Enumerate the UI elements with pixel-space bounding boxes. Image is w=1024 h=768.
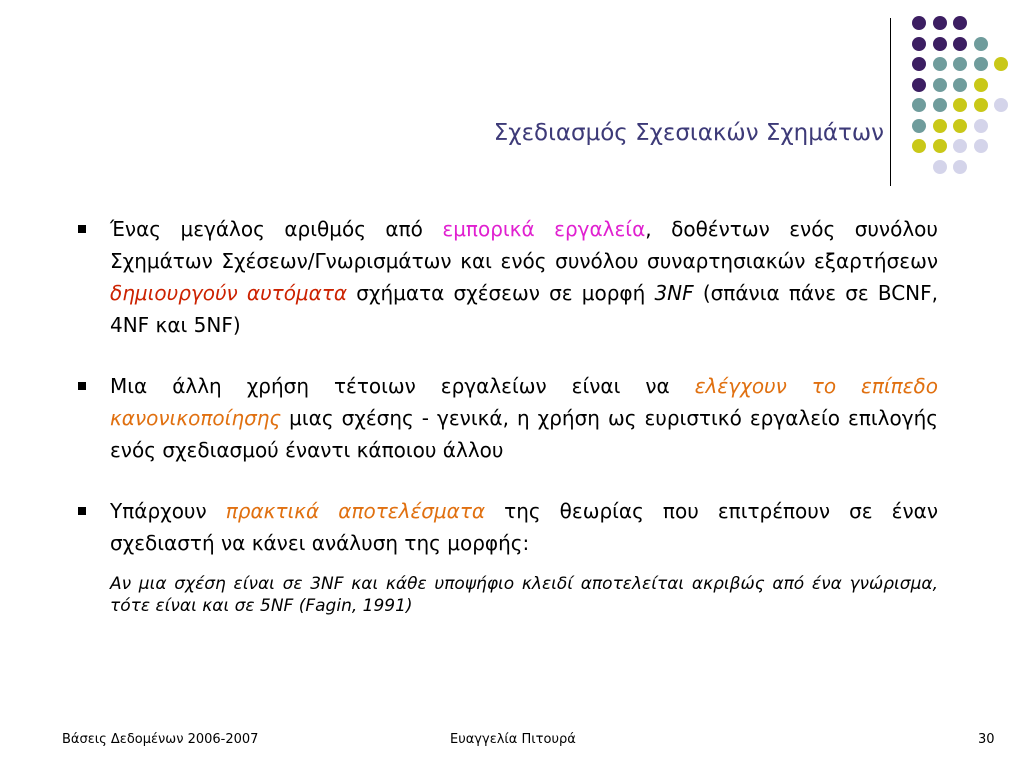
- decorative-dot: [912, 16, 926, 30]
- highlight-text: πρακτικά αποτελέσματα: [225, 499, 486, 523]
- decorative-dot: [994, 57, 1008, 71]
- decorative-dot: [953, 78, 967, 92]
- decorative-dot: [974, 78, 988, 92]
- footer-author: Ευαγγελία Πιτουρά: [450, 732, 576, 747]
- decorative-dot: [974, 57, 988, 71]
- bullet-text: Μια άλλη χρήση τέτοιων εργαλείων είναι να: [110, 374, 695, 398]
- decorative-dot: [953, 119, 967, 133]
- decorative-dot: [974, 37, 988, 51]
- decorative-dot: [974, 139, 988, 153]
- decorative-dot: [953, 37, 967, 51]
- decorative-dot: [912, 119, 926, 133]
- decorative-dot: [953, 57, 967, 71]
- decorative-dot: [933, 37, 947, 51]
- decorative-dot: [974, 98, 988, 112]
- bullet-marker: [78, 225, 86, 233]
- decorative-dot: [912, 57, 926, 71]
- decorative-dot: [912, 139, 926, 153]
- bullet-marker: [78, 507, 86, 515]
- footer-course: Βάσεις Δεδομένων 2006-2007: [62, 732, 259, 747]
- bullet-normalization-check: [78, 370, 938, 466]
- decorative-dot: [974, 119, 988, 133]
- decorative-dot: [912, 78, 926, 92]
- highlight-text: ελέγχουν το επίπεδο κανονικοποίησης: [110, 374, 938, 430]
- fagin-quote: Αν μια σχέση είναι σε 3NF και κάθε υποψήφιο κλειδί αποτελείται ακριβώς από ένα γνώρισμα, τότε είναι και σε 5NF (Fagin, 1991): [110, 574, 938, 616]
- bullet-text: Υπάρχουν: [110, 499, 226, 523]
- slide-body: [78, 213, 938, 617]
- decorative-dot: [933, 57, 947, 71]
- decorative-dot: [953, 16, 967, 30]
- decorative-dot: [912, 37, 926, 51]
- decorative-dot: [933, 160, 947, 174]
- footer-page-number: 30: [978, 732, 995, 747]
- bullet-text: σχήματα σχέσεων σε μορφή: [347, 281, 655, 305]
- bullet-text: , δοθέντων ενός συνόλου Σχημάτων Σχέσεων/Γνωρισμάτων και ενός συνόλου συναρτησιακών εξαρτήσεων: [110, 217, 938, 273]
- slide-title: Σχεδιασμός Σχεσιακών Σχημάτων: [493, 120, 884, 146]
- decorative-dot: [933, 98, 947, 112]
- decorative-dot: [933, 119, 947, 133]
- decorative-dot: [933, 78, 947, 92]
- highlight-text: εμπορικά εργαλεία: [442, 217, 646, 241]
- bullet-text: Ένας μεγάλος αριθμός από: [110, 217, 443, 241]
- decorative-dot: [953, 160, 967, 174]
- bullet-marker: [78, 382, 86, 390]
- bullet-text: (σπάνια πάνε σε BCNF, 4NF και 5NF): [110, 281, 939, 337]
- bullet-text: μιας σχέσης - γενικά, η χρήση ως ευριστικό εργαλείο επιλογής ενός σχεδιασμού έναντι κάποιου άλλου: [110, 406, 938, 462]
- bullet-text: της θεωρίας που επιτρέπουν σε έναν σχεδιαστή να κάνει ανάλυση της μορφής:: [110, 499, 938, 555]
- decorative-dot: [912, 98, 926, 112]
- decorative-dot: [953, 98, 967, 112]
- italic-text: 3NF: [654, 281, 694, 305]
- decorative-dot: [953, 139, 967, 153]
- bullet-commercial-tools: [78, 213, 938, 341]
- decorative-dot: [994, 98, 1008, 112]
- decorative-dot: [933, 139, 947, 153]
- decorative-dot: [933, 16, 947, 30]
- decorative-dot-grid: [0, 0, 1024, 200]
- bullet-practical-results: [78, 495, 938, 559]
- highlight-text: δημιουργούν αυτόματα: [110, 281, 348, 305]
